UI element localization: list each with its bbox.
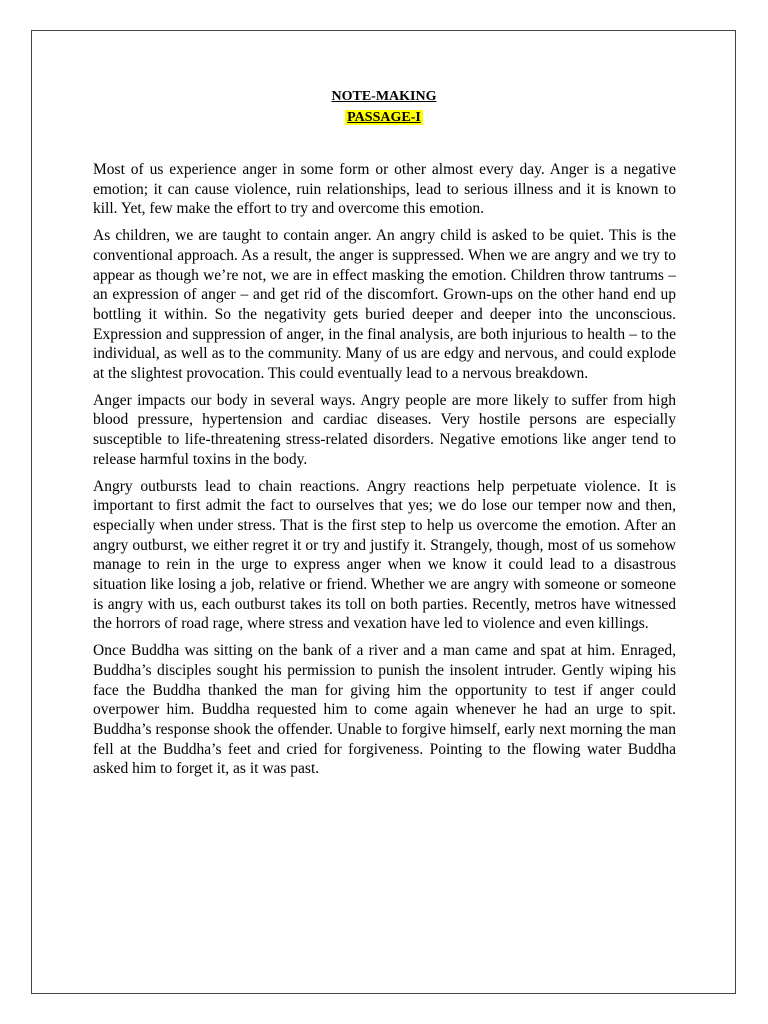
paragraph-1: Most of us experience anger in some form or other almost every day. Anger is a negative emotion; it can cause violence, ruin relationships, lead to serious illness and it is known to kill. Yet, few make the effort to try and overcome this emotion. (93, 161, 676, 218)
paragraph-4: Angry outbursts lead to chain reactions. Angry reactions help perpetuate violence. It is important to first admit the fact to ourselves that yes; we do lose our temper now and then, especially when under stress. That is the first step to help us overcome the emotion. After an angry outburst, we either regret it or try and justify it. Strangely, though, most of us somehow manage to rein in the urge to express anger when we know it could lead to a disastrous situation like losing a job, relative or friend. Whether we are angry with someone or someone is angry with us, each outburst takes its toll on both parties. Recently, metros have witnessed the horrors of road rage, where stress and vexation have led to violence and even killings. (93, 477, 676, 633)
paragraph-3: Anger impacts our body in several ways. Angry people are more likely to suffer from high blood pressure, hypertension and cardiac diseases. Very hostile persons are especially susceptible to life-threatening stress-related disorders. Negative emotions like anger tend to release harmful toxins in the body. (93, 391, 676, 468)
passage-heading-highlight: PASSAGE-I (347, 110, 421, 125)
passage-body (93, 160, 676, 786)
passage-heading (0, 110, 768, 126)
paragraph-5: Once Buddha was sitting on the bank of a river and a man came and spat at him. Enraged, Buddha’s disciples sought his permission to punish the insolent intruder. Gently wiping his face the Buddha thanked the man for giving him the opportunity to test if anger could overpower him. Buddha requested him to come again whenever he had an urge to spit. Buddha’s response shook the offender. Unable to forgive himself, early next morning the man fell at the Buddha’s feet and cried for forgiveness. Pointing to the flowing water Buddha asked him to forget it, as it was past. (93, 642, 676, 778)
page-title: NOTE-MAKING (331, 89, 437, 104)
paragraph-2: As children, we are taught to contain anger. An angry child is asked to be quiet. This is the conventional approach. As a result, the anger is suppressed. When we are angry and we try to appear as though we’re not, we are in effect masking the emotion. Children throw tantrums – an expression of anger – and get rid of the discomfort. Grown-ups on the other hand end up bottling it within. So the negativity gets buried deeper and deeper into the unconscious. Expression and suppression of anger, in the final analysis, are both injurious to health – to the individual, as well as to the community. Many of us are edgy and nervous, and could explode at the slightest provocation. This could eventually lead to a nervous breakdown. (93, 227, 676, 383)
